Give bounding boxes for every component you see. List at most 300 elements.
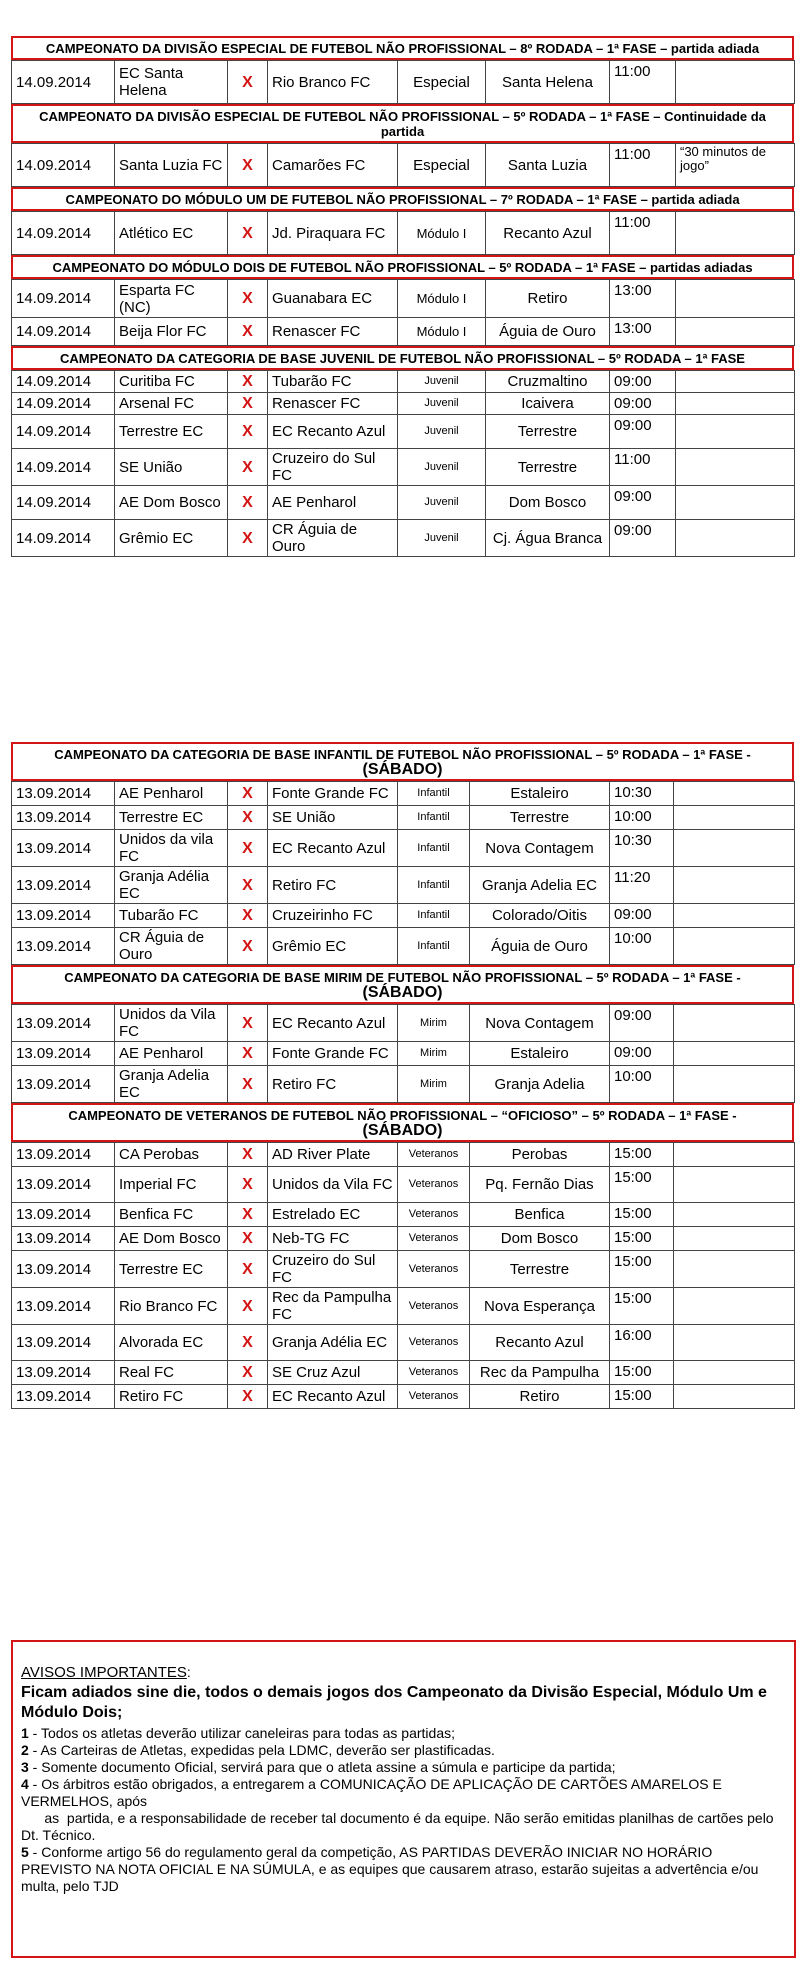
empty-cell — [674, 1143, 795, 1167]
away-team: CR Águia de Ouro — [268, 520, 398, 557]
away-team: Fonte Grande FC — [268, 782, 398, 806]
match-date: 13.09.2014 — [12, 1066, 115, 1103]
away-team: EC Recanto Azul — [268, 830, 398, 867]
match-date: 13.09.2014 — [12, 1325, 115, 1361]
match-category: Juvenil — [398, 449, 486, 486]
versus-mark: X — [228, 371, 268, 393]
empty-cell — [674, 1005, 795, 1042]
notice-item — [21, 1810, 786, 1844]
match-time: 15:00 — [610, 1227, 674, 1251]
home-team: Arsenal FC — [115, 393, 228, 415]
match-venue: Perobas — [470, 1143, 610, 1167]
match-time: 11:00 — [610, 449, 676, 486]
match-venue: Granja Adelia — [470, 1066, 610, 1103]
empty-cell — [674, 928, 795, 965]
home-team: Rio Branco FC — [115, 1288, 228, 1325]
match-venue: Retiro — [470, 1385, 610, 1409]
home-team: AE Penharol — [115, 782, 228, 806]
notice-item — [21, 1844, 786, 1895]
versus-mark: X — [228, 830, 268, 867]
section-title-day: (SÁBADO) — [362, 984, 443, 1001]
home-team: Terrestre EC — [115, 1251, 228, 1288]
section-header — [11, 742, 794, 781]
home-team: AE Penharol — [115, 1042, 228, 1066]
away-team: Jd. Piraquara FC — [268, 212, 398, 255]
match-time: 09:00 — [610, 520, 676, 557]
match-venue: Recanto Azul — [486, 212, 610, 255]
home-team: CR Águia de Ouro — [115, 928, 228, 965]
away-team: Tubarão FC — [268, 371, 398, 393]
match-date: 13.09.2014 — [12, 1361, 115, 1385]
versus-mark: X — [228, 1005, 268, 1042]
versus-mark: X — [228, 928, 268, 965]
match-date: 14.09.2014 — [12, 393, 115, 415]
home-team: Atlético EC — [115, 212, 228, 255]
match-note — [676, 449, 795, 486]
table-row — [12, 371, 795, 393]
match-note: “30 minutos de jogo” — [676, 144, 795, 187]
match-venue: Cruzmaltino — [486, 371, 610, 393]
empty-cell — [674, 1167, 795, 1203]
home-team: Esparta FC (NC) — [115, 280, 228, 318]
empty-cell — [674, 830, 795, 867]
versus-mark: X — [228, 904, 268, 928]
table-row — [12, 1167, 795, 1203]
table-row — [12, 830, 795, 867]
match-time: 10:30 — [610, 782, 674, 806]
versus-mark: X — [228, 1251, 268, 1288]
versus-mark: X — [228, 318, 268, 346]
match-category: Veteranos — [398, 1227, 470, 1251]
match-venue: Benfica — [470, 1203, 610, 1227]
match-time: 10:00 — [610, 928, 674, 965]
notice-item-text: - As Carteiras de Atletas, expedidas pela LDMC, deverão ser plastificadas. — [28, 1742, 495, 1758]
match-category: Módulo I — [398, 212, 486, 255]
home-team: Beija Flor FC — [115, 318, 228, 346]
versus-mark: X — [228, 1361, 268, 1385]
versus-mark: X — [228, 1167, 268, 1203]
match-venue: Santa Luzia — [486, 144, 610, 187]
match-venue: Dom Bosco — [486, 486, 610, 520]
away-team: Neb-TG FC — [268, 1227, 398, 1251]
table-row — [12, 782, 795, 806]
match-time: 15:00 — [610, 1385, 674, 1409]
match-time: 09:00 — [610, 1042, 674, 1066]
versus-mark: X — [228, 280, 268, 318]
table-row — [12, 1227, 795, 1251]
match-venue: Granja Adelia EC — [470, 867, 610, 904]
home-team: Retiro FC — [115, 1385, 228, 1409]
match-venue: Nova Contagem — [470, 1005, 610, 1042]
match-category: Juvenil — [398, 393, 486, 415]
games-table — [11, 370, 795, 557]
table-row — [12, 520, 795, 557]
match-date: 13.09.2014 — [12, 1005, 115, 1042]
section-header: CAMPEONATO DA CATEGORIA DE BASE JUVENIL DE FUTEBOL NÃO PROFISSIONAL – 5º RODADA – 1ª FASE — [11, 346, 794, 370]
versus-mark: X — [228, 1042, 268, 1066]
match-note — [676, 486, 795, 520]
home-team: Grêmio EC — [115, 520, 228, 557]
versus-mark: X — [228, 449, 268, 486]
match-time: 09:00 — [610, 415, 676, 449]
match-date: 13.09.2014 — [12, 1143, 115, 1167]
match-note — [676, 212, 795, 255]
match-time: 09:00 — [610, 371, 676, 393]
match-date: 14.09.2014 — [12, 212, 115, 255]
section-header: CAMPEONATO DA DIVISÃO ESPECIAL DE FUTEBOL NÃO PROFISSIONAL – 5º RODADA – 1ª FASE – Continuidade da partida — [11, 104, 794, 143]
schedule-block-saturday — [11, 742, 794, 1409]
match-time: 11:00 — [610, 61, 676, 104]
match-date: 14.09.2014 — [12, 520, 115, 557]
home-team: Curitiba FC — [115, 371, 228, 393]
match-venue: Rec da Pampulha — [470, 1361, 610, 1385]
notice-item-number: 3 — [21, 1759, 29, 1775]
empty-cell — [674, 1042, 795, 1066]
empty-cell — [674, 1251, 795, 1288]
away-team: Rio Branco FC — [268, 61, 398, 104]
match-category: Veteranos — [398, 1288, 470, 1325]
versus-mark: X — [228, 1385, 268, 1409]
match-note — [676, 415, 795, 449]
match-venue: Retiro — [486, 280, 610, 318]
match-category: Especial — [398, 144, 486, 187]
empty-cell — [674, 1203, 795, 1227]
notice-item-text: as partida, e a responsabilidade de receber tal documento é da equipe. Não serão emitidas planilhas de cartões pelo Dt. Técnico. — [21, 1810, 778, 1843]
match-venue: Icaivera — [486, 393, 610, 415]
notice-item — [21, 1759, 786, 1776]
away-team: Unidos da Vila FC — [268, 1167, 398, 1203]
table-row — [12, 1143, 795, 1167]
notice-item — [21, 1776, 786, 1810]
away-team: Cruzeirinho FC — [268, 904, 398, 928]
games-table — [11, 1004, 795, 1103]
away-team: Camarões FC — [268, 144, 398, 187]
home-team: Granja Adélia EC — [115, 867, 228, 904]
match-category: Infantil — [398, 782, 470, 806]
match-time: 16:00 — [610, 1325, 674, 1361]
versus-mark: X — [228, 61, 268, 104]
empty-cell — [674, 904, 795, 928]
home-team: Unidos da Vila FC — [115, 1005, 228, 1042]
match-time: 13:00 — [610, 280, 676, 318]
away-team: Granja Adélia EC — [268, 1325, 398, 1361]
away-team: SE União — [268, 806, 398, 830]
match-date: 13.09.2014 — [12, 806, 115, 830]
match-time: 15:00 — [610, 1361, 674, 1385]
match-date: 14.09.2014 — [12, 318, 115, 346]
section-header: CAMPEONATO DO MÓDULO UM DE FUTEBOL NÃO PROFISSIONAL – 7º RODADA – 1ª FASE – partida adiada — [11, 187, 794, 211]
match-venue: Águia de Ouro — [470, 928, 610, 965]
table-row — [12, 318, 795, 346]
versus-mark: X — [228, 1143, 268, 1167]
home-team: CA Perobas — [115, 1143, 228, 1167]
home-team: Granja Adelia EC — [115, 1066, 228, 1103]
table-row — [12, 904, 795, 928]
match-category: Especial — [398, 61, 486, 104]
match-time: 09:00 — [610, 904, 674, 928]
match-time: 10:00 — [610, 1066, 674, 1103]
match-time: 09:00 — [610, 393, 676, 415]
section-header — [11, 1103, 794, 1142]
away-team: EC Recanto Azul — [268, 1005, 398, 1042]
match-note — [676, 61, 795, 104]
table-row — [12, 928, 795, 965]
table-row — [12, 393, 795, 415]
match-venue: Recanto Azul — [470, 1325, 610, 1361]
games-table — [11, 60, 795, 104]
match-category: Mirim — [398, 1066, 470, 1103]
match-time: 09:00 — [610, 1005, 674, 1042]
notice-bold-text: Ficam adiados sine die, todos o demais jogos dos Campeonato da Divisão Especial, Módulo Um e Módulo Dois; — [21, 1684, 767, 1721]
away-team: SE Cruz Azul — [268, 1361, 398, 1385]
match-note — [676, 280, 795, 318]
match-time: 15:00 — [610, 1143, 674, 1167]
match-date: 13.09.2014 — [12, 867, 115, 904]
notice-item-text: - Conforme artigo 56 do regulamento geral da competição, AS PARTIDAS DEVERÃO INICIAR NO HORÁRIO PREVISTO NA NOTA OFICIAL E NA SÚMULA, e as equipes que causarem atraso, estarão sujeitas a advertência e/ou multa, pelo TJD — [21, 1844, 763, 1894]
match-category: Veteranos — [398, 1203, 470, 1227]
match-category: Juvenil — [398, 415, 486, 449]
home-team: AE Dom Bosco — [115, 486, 228, 520]
match-time: 15:00 — [610, 1167, 674, 1203]
match-venue: Cj. Água Branca — [486, 520, 610, 557]
home-team: Terrestre EC — [115, 806, 228, 830]
match-time: 15:00 — [610, 1288, 674, 1325]
table-row — [12, 449, 795, 486]
table-row — [12, 1361, 795, 1385]
section-header — [11, 965, 794, 1004]
match-venue: Dom Bosco — [470, 1227, 610, 1251]
versus-mark: X — [228, 415, 268, 449]
home-team: Real FC — [115, 1361, 228, 1385]
empty-cell — [674, 782, 795, 806]
table-row — [12, 806, 795, 830]
away-team: Renascer FC — [268, 318, 398, 346]
match-date: 14.09.2014 — [12, 61, 115, 104]
away-team: Cruzeiro do Sul FC — [268, 1251, 398, 1288]
home-team: SE União — [115, 449, 228, 486]
away-team: AD River Plate — [268, 1143, 398, 1167]
section-header: CAMPEONATO DA DIVISÃO ESPECIAL DE FUTEBOL NÃO PROFISSIONAL – 8º RODADA – 1ª FASE – partida adiada — [11, 36, 794, 60]
away-team: Cruzeiro do Sul FC — [268, 449, 398, 486]
match-category: Mirim — [398, 1042, 470, 1066]
match-time: 15:00 — [610, 1203, 674, 1227]
match-category: Veteranos — [398, 1167, 470, 1203]
match-date: 13.09.2014 — [12, 1227, 115, 1251]
match-time: 09:00 — [610, 486, 676, 520]
notice-item-number: 5 — [21, 1844, 29, 1860]
table-row — [12, 61, 795, 104]
match-venue: Nova Contagem — [470, 830, 610, 867]
match-date: 14.09.2014 — [12, 415, 115, 449]
versus-mark: X — [228, 1066, 268, 1103]
match-date: 13.09.2014 — [12, 830, 115, 867]
empty-cell — [674, 1227, 795, 1251]
match-venue: Terrestre — [470, 806, 610, 830]
table-row — [12, 1042, 795, 1066]
away-team: Estrelado EC — [268, 1203, 398, 1227]
empty-cell — [674, 1361, 795, 1385]
notice-item-text: - Todos os atletas deverão utilizar caneleiras para todas as partidas; — [28, 1725, 455, 1741]
match-category: Veteranos — [398, 1385, 470, 1409]
table-row — [12, 1066, 795, 1103]
section-title: CAMPEONATO DA CATEGORIA DE BASE MIRIM DE FUTEBOL NÃO PROFISSIONAL – 5º RODADA – 1ª FASE - — [64, 970, 741, 985]
match-date: 13.09.2014 — [12, 782, 115, 806]
home-team: EC Santa Helena — [115, 61, 228, 104]
match-venue: Águia de Ouro — [486, 318, 610, 346]
table-row — [12, 867, 795, 904]
notice-item-number: 2 — [21, 1742, 29, 1758]
match-category: Veteranos — [398, 1251, 470, 1288]
match-note — [676, 393, 795, 415]
notice-item — [21, 1725, 786, 1742]
versus-mark: X — [228, 486, 268, 520]
notice-item-text: - Somente documento Oficial, servirá para que o atleta assine a súmula e participe da partida; — [28, 1759, 616, 1775]
match-date: 13.09.2014 — [12, 904, 115, 928]
match-venue: Santa Helena — [486, 61, 610, 104]
table-row — [12, 1005, 795, 1042]
versus-mark: X — [228, 393, 268, 415]
match-venue: Terrestre — [486, 415, 610, 449]
match-category: Infantil — [398, 928, 470, 965]
match-date: 13.09.2014 — [12, 928, 115, 965]
match-venue: Pq. Fernão Dias — [470, 1167, 610, 1203]
empty-cell — [674, 806, 795, 830]
table-row — [12, 1288, 795, 1325]
games-table — [11, 279, 795, 346]
away-team: Retiro FC — [268, 1066, 398, 1103]
table-row — [12, 280, 795, 318]
important-notices-box — [11, 1640, 796, 1958]
match-venue: Colorado/Oitis — [470, 904, 610, 928]
notice-title-colon: : — [186, 1664, 191, 1680]
match-venue: Estaleiro — [470, 1042, 610, 1066]
notice-items — [21, 1725, 786, 1895]
versus-mark: X — [228, 144, 268, 187]
away-team: Renascer FC — [268, 393, 398, 415]
match-category: Mirim — [398, 1005, 470, 1042]
match-date: 14.09.2014 — [12, 371, 115, 393]
match-venue: Terrestre — [470, 1251, 610, 1288]
versus-mark: X — [228, 212, 268, 255]
home-team: Santa Luzia FC — [115, 144, 228, 187]
versus-mark: X — [228, 1325, 268, 1361]
away-team: AE Penharol — [268, 486, 398, 520]
empty-cell — [674, 1288, 795, 1325]
away-team: Grêmio EC — [268, 928, 398, 965]
match-date: 13.09.2014 — [12, 1167, 115, 1203]
away-team: Retiro FC — [268, 867, 398, 904]
table-row — [12, 1251, 795, 1288]
home-team: Unidos da vila FC — [115, 830, 228, 867]
table-row — [12, 1203, 795, 1227]
match-date: 13.09.2014 — [12, 1251, 115, 1288]
match-time: 11:00 — [610, 144, 676, 187]
games-table — [11, 781, 795, 965]
match-category: Veteranos — [398, 1361, 470, 1385]
match-time: 13:00 — [610, 318, 676, 346]
games-table — [11, 1142, 795, 1409]
match-date: 14.09.2014 — [12, 486, 115, 520]
notice-item-number: 4 — [21, 1776, 29, 1792]
match-time: 11:00 — [610, 212, 676, 255]
match-venue: Estaleiro — [470, 782, 610, 806]
match-category: Veteranos — [398, 1143, 470, 1167]
match-time: 10:00 — [610, 806, 674, 830]
match-category: Infantil — [398, 806, 470, 830]
section-title-day: (SÁBADO) — [362, 761, 443, 778]
away-team: Fonte Grande FC — [268, 1042, 398, 1066]
match-date: 13.09.2014 — [12, 1203, 115, 1227]
match-note — [676, 520, 795, 557]
match-category: Veteranos — [398, 1325, 470, 1361]
versus-mark: X — [228, 782, 268, 806]
section-title: CAMPEONATO DE VETERANOS DE FUTEBOL NÃO PROFISSIONAL – “OFICIOSO” – 5º RODADA – 1ª FASE - — [68, 1108, 737, 1123]
empty-cell — [674, 1385, 795, 1409]
match-venue: Nova Esperança — [470, 1288, 610, 1325]
match-category: Juvenil — [398, 520, 486, 557]
notice-title: AVISOS IMPORTANTES — [21, 1664, 187, 1681]
home-team: AE Dom Bosco — [115, 1227, 228, 1251]
match-category: Infantil — [398, 830, 470, 867]
empty-cell — [674, 1325, 795, 1361]
match-date: 14.09.2014 — [12, 144, 115, 187]
notice-item-number: 1 — [21, 1725, 29, 1741]
table-row — [12, 486, 795, 520]
versus-mark: X — [228, 1227, 268, 1251]
match-date: 13.09.2014 — [12, 1385, 115, 1409]
versus-mark: X — [228, 520, 268, 557]
match-date: 14.09.2014 — [12, 280, 115, 318]
notice-item — [21, 1742, 786, 1759]
match-category: Módulo I — [398, 280, 486, 318]
schedule-block-sunday — [11, 36, 794, 557]
home-team: Alvorada EC — [115, 1325, 228, 1361]
table-row — [12, 144, 795, 187]
home-team: Terrestre EC — [115, 415, 228, 449]
away-team: Guanabara EC — [268, 280, 398, 318]
match-category: Módulo I — [398, 318, 486, 346]
match-venue: Terrestre — [486, 449, 610, 486]
games-table — [11, 143, 795, 187]
match-category: Infantil — [398, 867, 470, 904]
match-time: 11:20 — [610, 867, 674, 904]
empty-cell — [674, 1066, 795, 1103]
games-table — [11, 211, 795, 255]
away-team: EC Recanto Azul — [268, 1385, 398, 1409]
section-header: CAMPEONATO DO MÓDULO DOIS DE FUTEBOL NÃO PROFISSIONAL – 5º RODADA – 1ª FASE – partidas adiadas — [11, 255, 794, 279]
empty-cell — [674, 867, 795, 904]
match-time: 10:30 — [610, 830, 674, 867]
table-row — [12, 415, 795, 449]
match-date: 14.09.2014 — [12, 449, 115, 486]
versus-mark: X — [228, 1288, 268, 1325]
match-time: 15:00 — [610, 1251, 674, 1288]
table-row — [12, 212, 795, 255]
match-category: Infantil — [398, 904, 470, 928]
match-category: Juvenil — [398, 371, 486, 393]
home-team: Benfica FC — [115, 1203, 228, 1227]
versus-mark: X — [228, 867, 268, 904]
match-date: 13.09.2014 — [12, 1042, 115, 1066]
table-row — [12, 1325, 795, 1361]
home-team: Tubarão FC — [115, 904, 228, 928]
away-team: Rec da Pampulha FC — [268, 1288, 398, 1325]
notice-item-text: - Os árbitros estão obrigados, a entregarem a COMUNICAÇÃO DE APLICAÇÃO DE CARTÕES AMARELOS E VERMELHOS, após — [21, 1776, 726, 1809]
match-category: Juvenil — [398, 486, 486, 520]
match-note — [676, 318, 795, 346]
versus-mark: X — [228, 806, 268, 830]
section-title-day: (SÁBADO) — [362, 1122, 443, 1139]
